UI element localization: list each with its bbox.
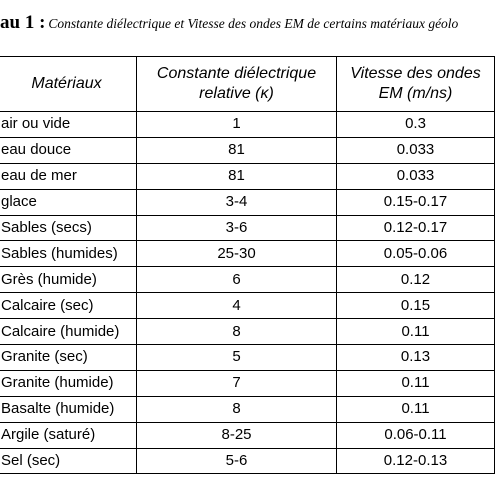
cell-em-velocity: 0.06-0.11 <box>337 422 495 448</box>
header-materiaux: Matériaux <box>0 57 137 112</box>
cell-material: Calcaire (humide) <box>0 319 137 345</box>
cell-em-velocity: 0.12 <box>337 267 495 293</box>
cell-dielectric-constant: 1 <box>137 112 337 138</box>
table-row <box>0 319 495 345</box>
table-row <box>0 370 495 396</box>
cell-dielectric-constant: 8-25 <box>137 422 337 448</box>
table-row <box>0 448 495 474</box>
materials-table <box>0 56 495 474</box>
cell-dielectric-constant: 6 <box>137 267 337 293</box>
table-row <box>0 112 495 138</box>
table-row <box>0 422 495 448</box>
cell-em-velocity: 0.11 <box>337 370 495 396</box>
cell-em-velocity: 0.12-0.13 <box>337 448 495 474</box>
cell-material: Sables (humides) <box>0 241 137 267</box>
cell-dielectric-constant: 25-30 <box>137 241 337 267</box>
header-vitesse: Vitesse des ondes EM (m/ns) <box>337 57 495 112</box>
cell-dielectric-constant: 7 <box>137 370 337 396</box>
cell-em-velocity: 0.15 <box>337 293 495 319</box>
cell-material: Basalte (humide) <box>0 396 137 422</box>
cell-material: Calcaire (sec) <box>0 293 137 319</box>
cell-material: Sables (secs) <box>0 215 137 241</box>
header-row <box>0 57 495 112</box>
cell-dielectric-constant: 5 <box>137 345 337 371</box>
cell-material: Granite (sec) <box>0 345 137 371</box>
cell-dielectric-constant: 5-6 <box>137 448 337 474</box>
cell-em-velocity: 0.15-0.17 <box>337 189 495 215</box>
table-row <box>0 215 495 241</box>
table-row <box>0 241 495 267</box>
table-row <box>0 267 495 293</box>
cell-em-velocity: 0.11 <box>337 319 495 345</box>
cell-material: glace <box>0 189 137 215</box>
table-caption <box>0 12 500 36</box>
cell-material: eau de mer <box>0 163 137 189</box>
cell-material: air ou vide <box>0 112 137 138</box>
caption-label: au 1 : <box>0 12 46 33</box>
cell-dielectric-constant: 81 <box>137 163 337 189</box>
cell-em-velocity: 0.11 <box>337 396 495 422</box>
cell-material: Grès (humide) <box>0 267 137 293</box>
cell-em-velocity: 0.3 <box>337 112 495 138</box>
cell-dielectric-constant: 4 <box>137 293 337 319</box>
cell-em-velocity: 0.033 <box>337 163 495 189</box>
cell-material: Argile (saturé) <box>0 422 137 448</box>
cell-em-velocity: 0.13 <box>337 345 495 371</box>
cell-material: Sel (sec) <box>0 448 137 474</box>
table-row <box>0 345 495 371</box>
table-row <box>0 189 495 215</box>
cell-dielectric-constant: 3-4 <box>137 189 337 215</box>
cell-dielectric-constant: 3-6 <box>137 215 337 241</box>
table-row <box>0 137 495 163</box>
cell-em-velocity: 0.05-0.06 <box>337 241 495 267</box>
table-row <box>0 293 495 319</box>
table-row <box>0 396 495 422</box>
cell-dielectric-constant: 8 <box>137 319 337 345</box>
cell-dielectric-constant: 81 <box>137 137 337 163</box>
header-constante: Constante diélectrique relative (κ) <box>137 57 337 112</box>
cell-em-velocity: 0.033 <box>337 137 495 163</box>
cell-em-velocity: 0.12-0.17 <box>337 215 495 241</box>
cell-material: eau douce <box>0 137 137 163</box>
caption-text: Constante diélectrique et Vitesse des ondes EM de certains matériaux géolo <box>48 16 459 31</box>
cell-dielectric-constant: 8 <box>137 396 337 422</box>
table-row <box>0 163 495 189</box>
cell-material: Granite (humide) <box>0 370 137 396</box>
